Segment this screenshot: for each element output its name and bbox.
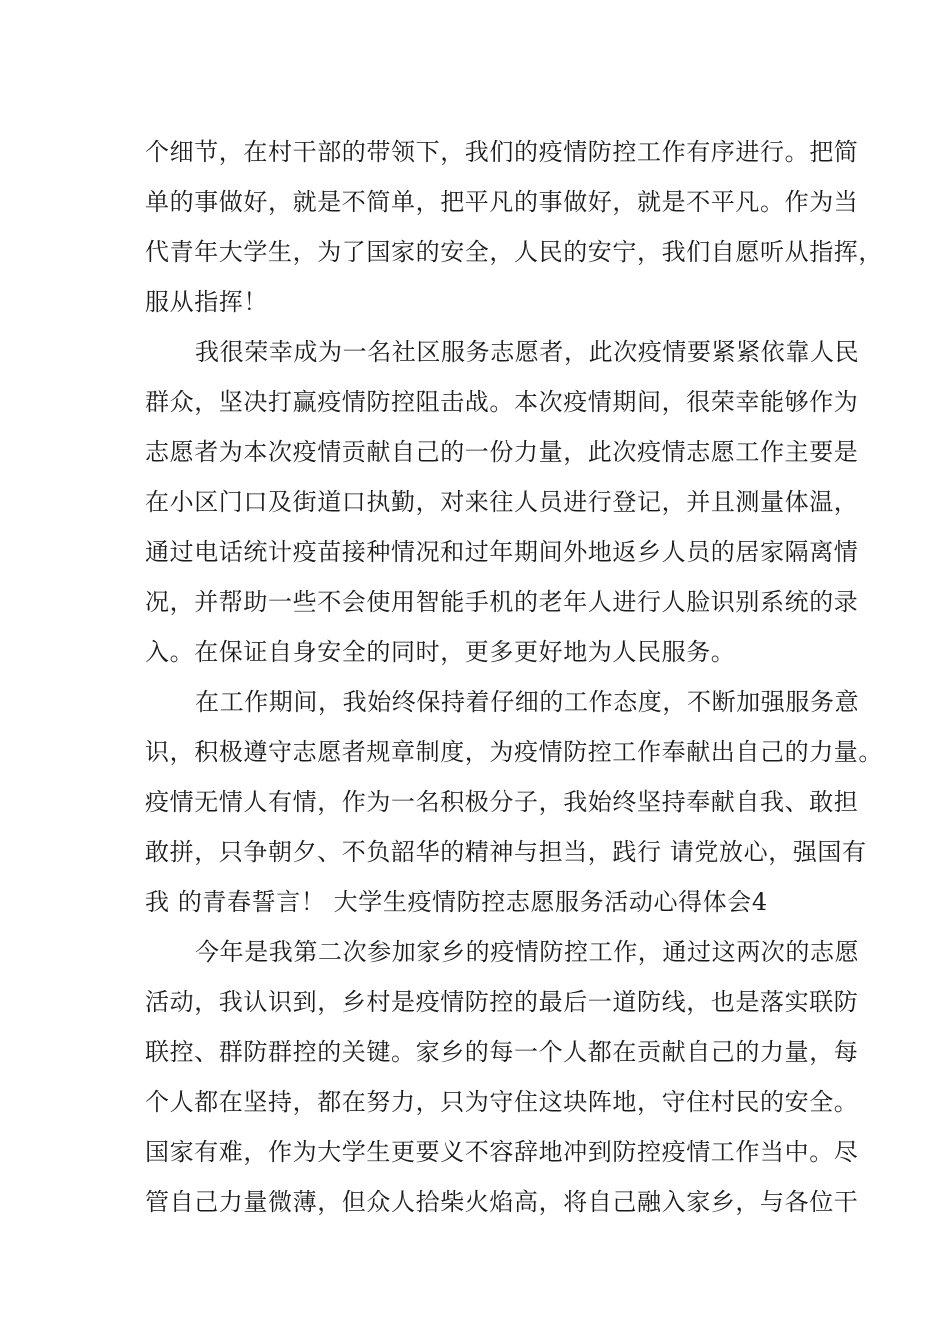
text-line: 管自己力量微薄，但众人拾柴火焰高，将自己融入家乡，与各位干 (145, 1188, 859, 1216)
text-line: 入。在保证自身安全的同时，更多更好地为人民服务。 (145, 638, 736, 666)
text-line: 识，积极遵守志愿者规章制度，为疫情防控工作奉献出自己的力量。 (145, 738, 883, 766)
text-line: 个人都在坚持，都在努力，只为守住这块阵地，守住村民的安全。 (145, 1088, 859, 1116)
text-line: 代青年大学生，为了国家的安全，人民的安宁，我们自愿听从指挥， (145, 238, 883, 266)
text-line: 在小区门口及街道口执勤，对来往人员进行登记，并且测量体温， (145, 488, 859, 516)
text-line: 个细节，在村干部的带领下，我们的疫情防控工作有序进行。把简 (145, 138, 859, 166)
text-line: 单的事做好，就是不简单，把平凡的事做好，就是不平凡。作为当 (145, 188, 859, 216)
text-line: 服从指挥！ (145, 288, 268, 316)
text-line: 况，并帮助一些不会使用智能手机的老年人进行人脸识别系统的录 (145, 588, 859, 616)
paragraph-first-line: 今年是我第二次参加家乡的疫情防控工作，通过这两次的志愿 (195, 938, 860, 966)
text-line: 群众，坚决打赢疫情防控阻击战。本次疫情期间，很荣幸能够作为 (145, 388, 859, 416)
text-line: 我 的青春誓言！ 大学生疫情防控志愿服务活动心得体会4 (145, 888, 768, 916)
text-line: 志愿者为本次疫情贡献自己的一份力量，此次疫情志愿工作主要是 (145, 438, 859, 466)
text-line: 活动，我认识到，乡村是疫情防控的最后一道防线，也是落实联防 (145, 988, 859, 1016)
text-line: 国家有难，作为大学生更要义不容辞地冲到防控疫情工作当中。尽 (145, 1138, 859, 1166)
text-line: 通过电话统计疫苗接种情况和过年期间外地返乡人员的居家隔离情 (145, 538, 859, 566)
paragraph-first-line: 在工作期间，我始终保持着仔细的工作态度，不断加强服务意 (195, 688, 860, 716)
text-line: 敢拼，只争朝夕、不负韶华的精神与担当，践行 请党放心，强国有 (145, 838, 867, 866)
paragraph-first-line: 我很荣幸成为一名社区服务志愿者，此次疫情要紧紧依靠人民 (195, 338, 860, 366)
text-line: 联控、群防群控的关键。家乡的每一个人都在贡献自己的力量，每 (145, 1038, 859, 1066)
text-line: 疫情无情人有情，作为一名积极分子，我始终坚持奉献自我、敢担 (145, 788, 859, 816)
